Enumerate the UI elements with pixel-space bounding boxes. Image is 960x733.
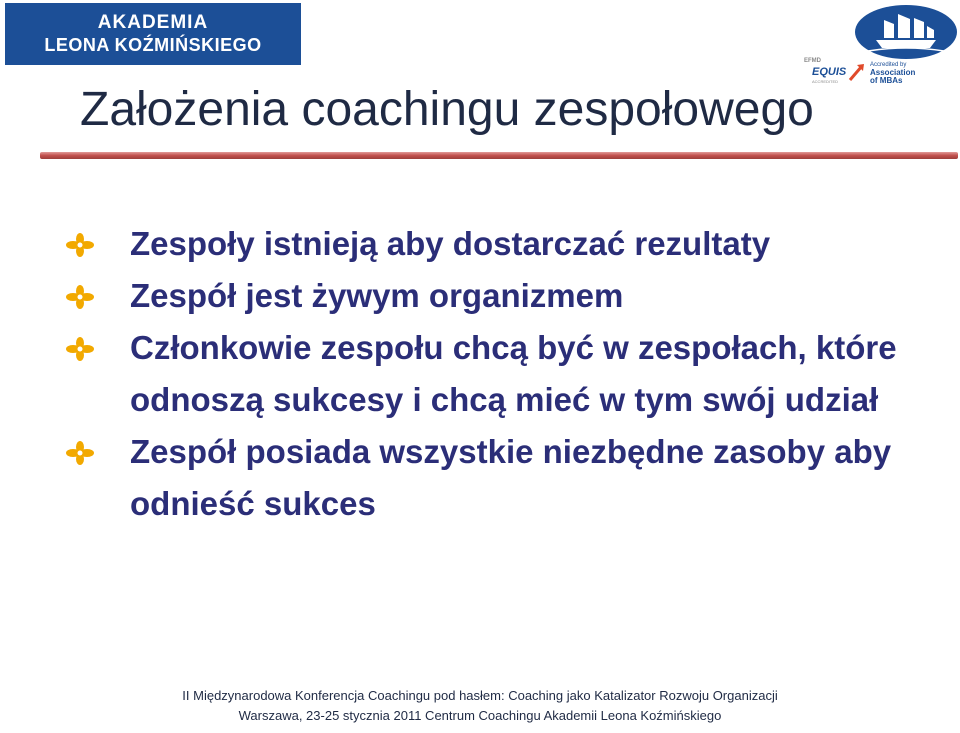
slide-title: Założenia coachingu zespołowego <box>80 83 814 136</box>
bullet-text: Zespoły istnieją aby dostarczać rezultaty <box>130 225 771 262</box>
amba-line1: Accredited by <box>870 62 907 68</box>
equis-sub-label: ACCREDITED <box>812 79 839 84</box>
school-logo-line2: LEONA KOŹMIŃSKIEGO <box>44 35 262 55</box>
four-leaf-flower-icon <box>66 233 94 257</box>
bullet-item <box>66 270 946 322</box>
amba-line3: of MBAs <box>870 76 903 85</box>
amba-line2: Association <box>870 68 916 77</box>
footer-line2: Warszawa, 23-25 stycznia 2011 Centrum Coachingu Akademii Leona Koźmińskiego <box>238 708 722 723</box>
slide-footer <box>0 686 960 726</box>
efmd-label: EFMD <box>804 58 821 64</box>
amba-accreditation-logo <box>848 60 958 88</box>
bullet-list <box>66 218 946 530</box>
bullet-text: Zespół jest żywym organizmem <box>130 277 624 314</box>
sailing-ship-logo-icon <box>854 4 958 60</box>
title-divider <box>40 152 958 159</box>
four-leaf-flower-icon <box>66 337 94 361</box>
bullet-text: Członkowie zespołu chcą być w zespołach, które odnoszą sukcesy i chcą mieć w tym swój udział <box>130 329 897 418</box>
four-leaf-flower-icon <box>66 441 94 465</box>
bullet-text: Zespół posiada wszystkie niezbędne zasoby aby odnieść sukces <box>130 433 892 522</box>
equis-label: EQUIS <box>812 66 847 78</box>
amba-arrow-icon <box>848 62 868 82</box>
bullet-item <box>66 322 946 426</box>
four-leaf-flower-icon <box>66 285 94 309</box>
bullet-item <box>66 426 946 530</box>
school-logo-line1: AKADEMIA <box>97 12 209 33</box>
school-logo <box>5 3 301 65</box>
bullet-item <box>66 218 946 270</box>
footer-line1: II Międzynarodowa Konferencja Coachingu pod hasłem: Coaching jako Katalizator Rozwoju Organizacji <box>182 688 778 703</box>
amba-text <box>870 60 915 85</box>
